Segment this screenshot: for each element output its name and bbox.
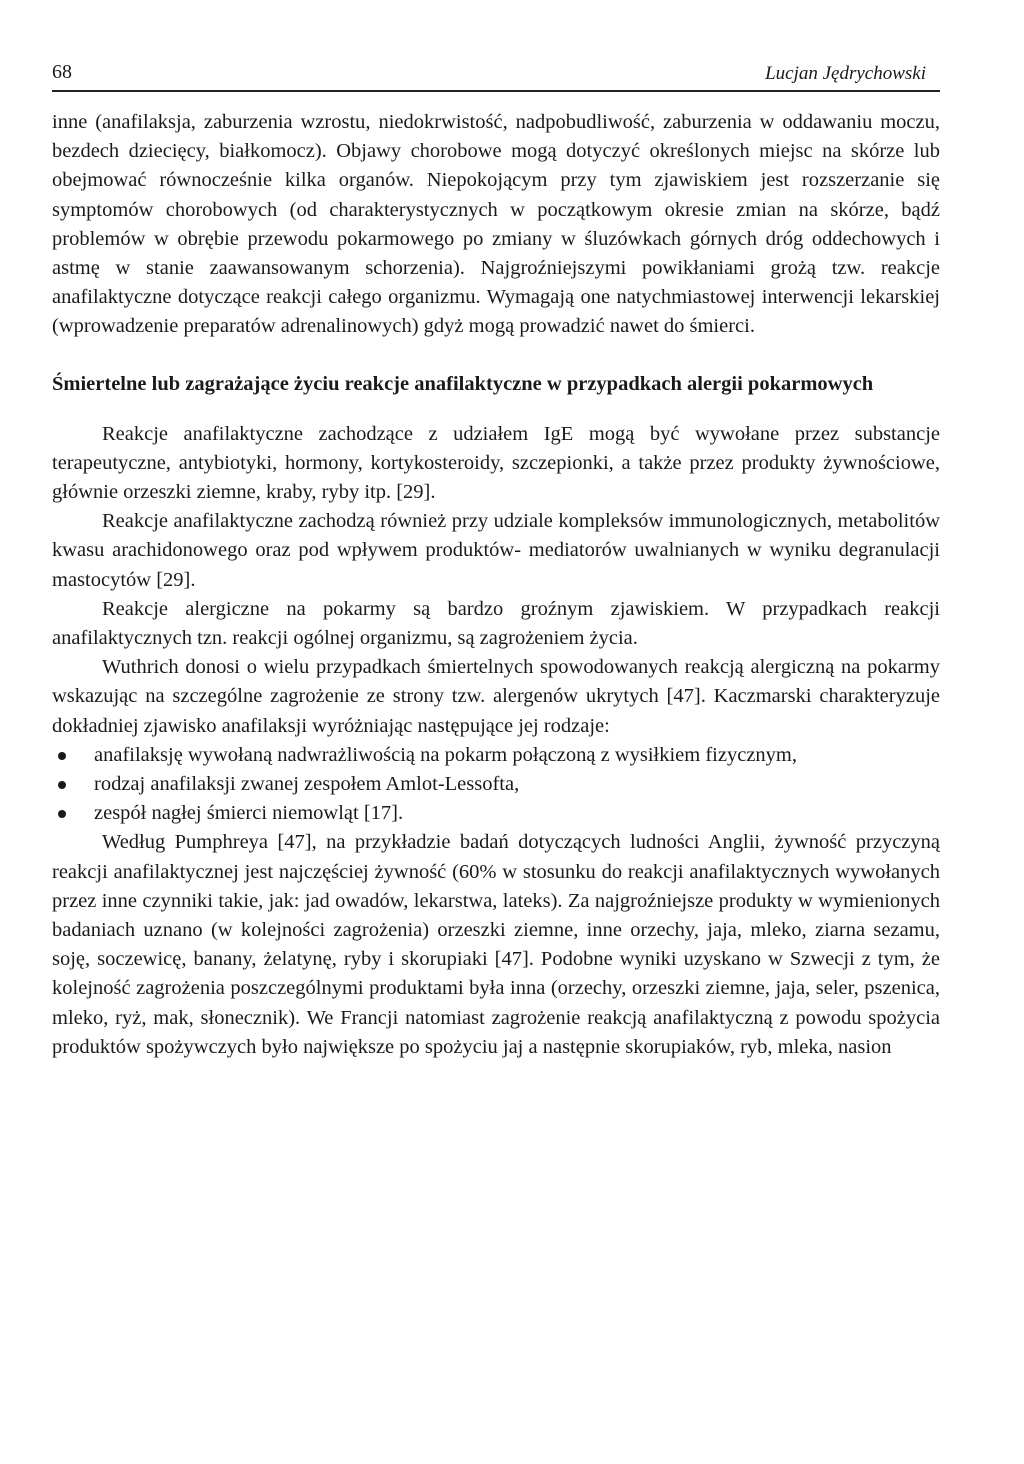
body-paragraph: Reakcje anafilaktyczne zachodzą również przy udziale kompleksów immunologicznych, metabolitów kwasu arachidonowego oraz pod wpływem produktów- mediatorów uwalnianych w wyniku degranulacji mastocytów [29].: [52, 510, 940, 591]
page-body: [52, 108, 940, 1062]
bullet-list: [52, 741, 940, 829]
page-header: [52, 60, 940, 92]
page-number: 68: [52, 61, 72, 83]
body-paragraph: Reakcje anafilaktyczne zachodzące z udziałem IgE mogą być wywołane przez substancje terapeutyczne, antybiotyki, hormony, kortykosteroidy, szczepionki, a także przez produkty żywnościowe, głównie orzeszki ziemne, kraby, ryby itp. [29].: [52, 422, 940, 504]
bullet-text: anafilaksję wywołaną nadwrażliwością na pokarm połączoną z wysiłkiem fizycznym,: [94, 743, 797, 766]
bullet-dot-icon: [58, 781, 66, 789]
body-paragraph: Wuthrich donosi o wielu przypadkach śmiertelnych spowodowanych reakcją alergiczną na pokarmy wskazując na szczególne zagrożenie ze strony tzw. alergenów ukrytych [47]. Kaczmarski charakteryzuje dokładniej zjawisko anafilaksji wyróżniając następujące jej rodzaje:: [52, 656, 940, 737]
bullet-item: [52, 741, 940, 770]
body-paragraph: Według Pumphreya [47], na przykładzie badań dotyczących ludności Anglii, żywność przyczyną reakcji anafilaktycznej jest najczęściej żywność (60% w stosunku do reakcji anafilaktycznych wywołanych przez inne czynniki takie, jak: jad owadów, lekarstwa, lateks). Za najgroźniejsze produkty w wymienionych badaniach uznano (w kolejności zagrożenia) orzeszki ziemne, inne orzechy, jaja, mleko, ziarna sezamu, soję, soczewicę, banany, żelatynę, ryby i skorupiaki [47]. Podobne wyniki uzyskano w Szwecji z tym, że kolejność zagrożenia poszczególnymi produktami była inna (orzechy, orzeszki ziemne, jaja, seler, pszenica, mleko, ryż, mak, słonecznik). We Francji natomiast zagrożenie reakcją anafilaktyczną z powodu spożycia produktów spożywczych było największe po spożyciu jaj a następnie skorupiaków, ryb, mleka, nasion: [52, 831, 940, 1058]
body-paragraph: Reakcje alergiczne na pokarmy są bardzo groźnym zjawiskiem. W przypadkach reakcji anafilaktycznych tzn. reakcji ogólnej organizmu, są zagrożeniem życia.: [52, 597, 940, 650]
bullet-item: [52, 799, 940, 828]
running-head-author: Lucjan Jędrychowski: [765, 63, 926, 84]
bullet-text: rodzaj anafilaksji zwanej zespołem Amlot-Lessofta,: [94, 773, 520, 796]
bullet-dot-icon: [58, 810, 66, 818]
bullet-text: zespół nagłej śmierci niemowląt [17].: [94, 802, 404, 825]
section-heading: Śmiertelne lub zagrażające życiu reakcje anafilaktyczne w przypadkach alergii pokarmowych: [52, 372, 874, 395]
bullet-item: [52, 770, 940, 799]
body-paragraph: inne (anafilaksja, zaburzenia wzrostu, niedokrwistość, nadpobudliwość, zaburzenia w oddawaniu moczu, bezdech dziecięcy, białkomocz). Objawy chorobowe mogą dotyczyć określonych miejsc na skórze lub obejmować równocześnie kilka organów. Niepokojącym przy tym zjawiskiem jest rozszerzanie się symptomów chorobowych (od charakterystycznych w początkowym okresie zmian na skórze, bądź problemów w obrębie przewodu pokarmowego po zmiany w śluzówkach górnych dróg oddechowych i astmę w stanie zaawansowanym schorzenia). Najgroźniejszymi powikłaniami grożą tzw. reakcje anafilaktyczne dotyczące reakcji całego organizmu. Wymagają one natychmiastowej interwencji lekarskiej (wprowadzenie preparatów adrenalinowych) gdyż mogą prowadzić nawet do śmierci.: [52, 111, 940, 338]
bullet-dot-icon: [58, 752, 66, 760]
